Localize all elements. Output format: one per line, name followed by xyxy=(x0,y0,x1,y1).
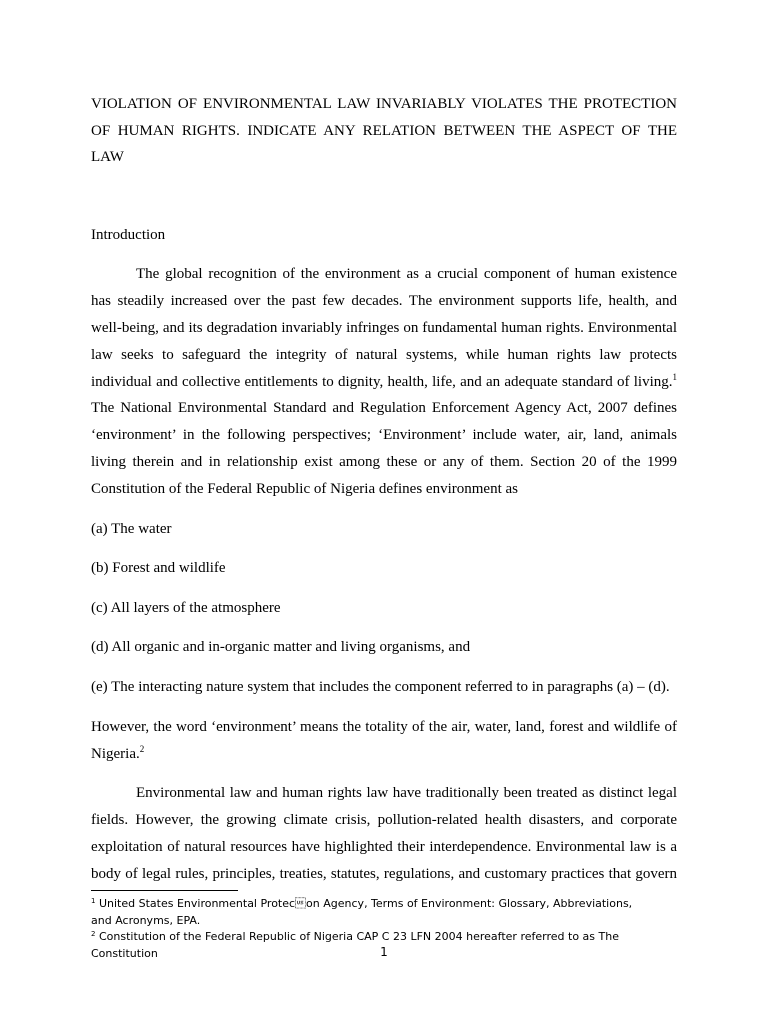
list-item: (a) The water xyxy=(91,521,172,537)
document-title xyxy=(91,91,677,171)
footnote-ref-1[interactable]: 1 xyxy=(672,371,677,382)
paragraph-line: fields. However, the growing climate crisis, pollution-related health disasters, and corporate xyxy=(91,811,677,828)
paragraph-definition xyxy=(91,714,677,768)
paragraph-line: law seeks to safeguard the integrity of natural systems, while human rights law protects xyxy=(91,346,677,363)
paragraph-line: Environmental law and human rights law have traditionally been treated as distinct legal xyxy=(136,785,677,801)
footnote-separator xyxy=(91,890,238,891)
paragraph-line: living therein and in relationship exist among these or any of them. Section 20 of the 1999 xyxy=(91,454,677,471)
footnote-number: 2 xyxy=(91,930,96,938)
paragraph-line-text: individual and collective entitlements to dignity, health, life, and an adequate standard of living. xyxy=(91,373,673,390)
paragraph-line: body of legal rules, principles, treaties, statutes, regulations, and customary practices that govern xyxy=(91,865,677,882)
paragraph-line: well-being, and its degradation invariably infringes on fundamental human rights. Environmental xyxy=(91,319,677,336)
paragraph-line: The National Environmental Standard and Regulation Enforcement Agency Act, 2007 defines xyxy=(91,400,677,417)
title-line: LAW xyxy=(91,149,124,165)
paragraph-line: has steadily increased over the past few decades. The environment supports life, health, and xyxy=(91,292,677,309)
paragraph-line: However, the word ‘environment’ means the totality of the air, water, land, forest and wildlife of xyxy=(91,719,677,735)
paragraph-line xyxy=(91,369,677,396)
paragraph-line: exploitation of natural resources have highlighted their interdependence. Environmental law is a xyxy=(91,838,677,855)
paragraph-line-text: Nigeria. xyxy=(91,745,140,762)
paragraph-intro xyxy=(91,261,677,503)
list-item: (b) Forest and wildlife xyxy=(91,560,226,576)
paragraph-line: Constitution of the Federal Republic of Nigeria defines environment as xyxy=(91,481,518,498)
footnote-text: Constitution of the Federal Republic of Nigeria CAP C 23 LFN 2004 hereafter referred to as The Constitution xyxy=(91,930,619,960)
footnote-1 xyxy=(91,896,651,929)
page-number: 1 xyxy=(380,945,388,959)
section-heading-introduction: Introduction xyxy=(91,227,166,243)
list-item: (d) All organic and in-organic matter and living organisms, and xyxy=(91,639,471,655)
title-line: VIOLATION OF ENVIRONMENTAL LAW INVARIABLY VIOLATES THE PROTECTION xyxy=(91,96,677,112)
footnote-ref-2[interactable]: 2 xyxy=(139,743,145,754)
paragraph-line xyxy=(91,741,677,768)
paragraph-line: The global recognition of the environment as a crucial component of human existence xyxy=(136,266,677,282)
title-line: OF HUMAN RIGHTS. INDICATE ANY RELATION BETWEEN THE ASPECT OF THE xyxy=(91,122,677,139)
paragraph-relationship xyxy=(91,780,677,888)
list-item: (e) The interacting nature system that includes the component referred to in paragraphs (a) – (d). xyxy=(91,679,670,695)
list-item: (c) All layers of the atmosphere xyxy=(91,600,281,616)
footnote-number: 1 xyxy=(91,897,96,905)
paragraph-line: ‘environment’ in the following perspectives; ‘Environment’ include water, air, land, animals xyxy=(91,427,677,444)
footnote-text: United States Environmental Protec on Agency, Terms of Environment: Glossary, Abbreviations, and Acronyms, EPA. xyxy=(91,897,633,927)
